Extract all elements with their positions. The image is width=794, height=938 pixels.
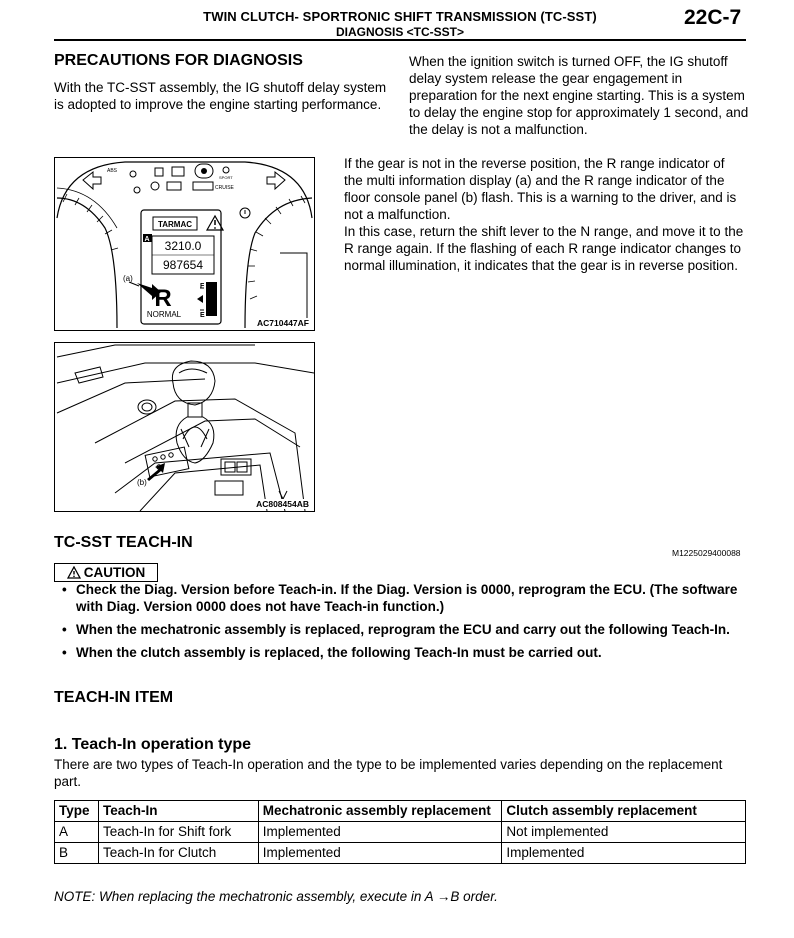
fuel-empty-label: E [200, 312, 205, 319]
figure-code: AC808454AB [256, 499, 309, 509]
table-cell: Implemented [502, 843, 746, 864]
warning-triangle-icon [67, 566, 81, 579]
callout-b: (b) [137, 478, 147, 487]
caution-item [60, 581, 740, 615]
table-row [55, 822, 746, 843]
header-divider [54, 39, 746, 41]
cruise-label: CRUISE [215, 185, 234, 191]
odometer-trip: 3210.0 [164, 239, 202, 253]
table-header-row [55, 801, 746, 822]
precautions-heading: PRECAUTIONS FOR DIAGNOSIS [54, 52, 303, 69]
a-badge: A [144, 236, 150, 243]
abs-label: ABS [107, 168, 118, 174]
figure-code: AC710447AF [257, 318, 309, 328]
precautions-right-paragraph: When the ignition switch is turned OFF, the IG shutoff delay system release the gear engagement in preparation for the next engine starting. This is a system to delay the engine stop for approximately 1 second, and the delay is not a malfunction. [409, 54, 749, 137]
column-header-clutch: Clutch assembly replacement [502, 801, 746, 822]
table-cell: Teach-In for Shift fork [98, 822, 258, 843]
teach-in-item-heading: TEACH-IN ITEM [54, 689, 174, 706]
table-cell: Implemented [258, 822, 502, 843]
table-cell: Implemented [258, 843, 502, 864]
instrument-cluster-figure [54, 157, 315, 331]
bullet: • [62, 582, 67, 597]
caution-item-text: When the clutch assembly is replaced, the following Teach-In must be carried out. [76, 645, 602, 660]
floor-console-figure [54, 342, 315, 512]
callout-a: (a) [123, 274, 133, 283]
document-title: TWIN CLUTCH- SPORTRONIC SHIFT TRANSMISSION (TC-SST) [203, 9, 597, 24]
table-cell: Not implemented [502, 822, 746, 843]
sport-label: SPORT [219, 175, 233, 180]
caution-item [60, 644, 740, 661]
caution-item-text: Check the Diag. Version before Teach-in. If the Diag. Version is 0000, reprogram the ECU. (The software with Diag. Version 0000 does not have Teach-in function.) [76, 582, 738, 614]
odometer-total: 987654 [162, 258, 204, 272]
bullet: • [62, 622, 67, 637]
document-id: M1225029400088 [672, 548, 741, 558]
bullet: • [62, 645, 67, 660]
column-header-mechatronic: Mechatronic assembly replacement [258, 801, 502, 822]
reverse-indicator-paragraph: If the gear is not in the reverse position, the R range indicator of the multi information display (a) and the R range indicator of the floor console panel (b) flash. This is a warning to the driver, and is not a malfunction. [344, 156, 737, 222]
operation-type-paragraph: There are two types of Teach-In operation and the type to be implemented varies depending on the replacement part. [54, 757, 723, 789]
column-header-teach-in: Teach-In [98, 801, 258, 822]
table-cell: B [55, 843, 99, 864]
tarmac-label: TARMAC [157, 220, 193, 229]
reverse-instruction-paragraph: In this case, return the shift lever to the N range, and move it to the R range again. If the flashing of each R range indicator changes to normal illumination, it indicates that the gear is in reverse position. [344, 224, 744, 273]
table-cell: Teach-In for Clutch [98, 843, 258, 864]
mode-label: NORMAL [146, 310, 182, 319]
precautions-left-paragraph: With the TC-SST assembly, the IG shutoff delay system is adopted to improve the engine starting performance. [54, 80, 387, 112]
caution-item [60, 621, 740, 638]
table-cell: A [55, 822, 99, 843]
instrument-cluster-drawing [55, 158, 314, 330]
teach-in-heading: TC-SST TEACH-IN [54, 534, 193, 551]
page-number: 22C-7 [684, 6, 742, 29]
operation-type-heading: 1. Teach-In operation type [54, 736, 252, 753]
fuel-full-label: F [200, 283, 205, 290]
caution-label-box [54, 563, 158, 582]
gear-indicator: R [154, 285, 172, 312]
floor-console-drawing [55, 343, 314, 511]
table-note: NOTE: When replacing the mechatronic assembly, execute in A →B order. [54, 889, 498, 904]
document-subtitle: DIAGNOSIS <TC-SST> [335, 25, 465, 39]
teach-in-table [54, 800, 746, 864]
column-header-type: Type [55, 801, 99, 822]
caution-label: CAUTION [83, 565, 146, 580]
caution-item-text: When the mechatronic assembly is replaced, reprogram the ECU and carry out the following Teach-In. [76, 622, 730, 637]
table-row [55, 843, 746, 864]
caution-list [60, 581, 740, 667]
